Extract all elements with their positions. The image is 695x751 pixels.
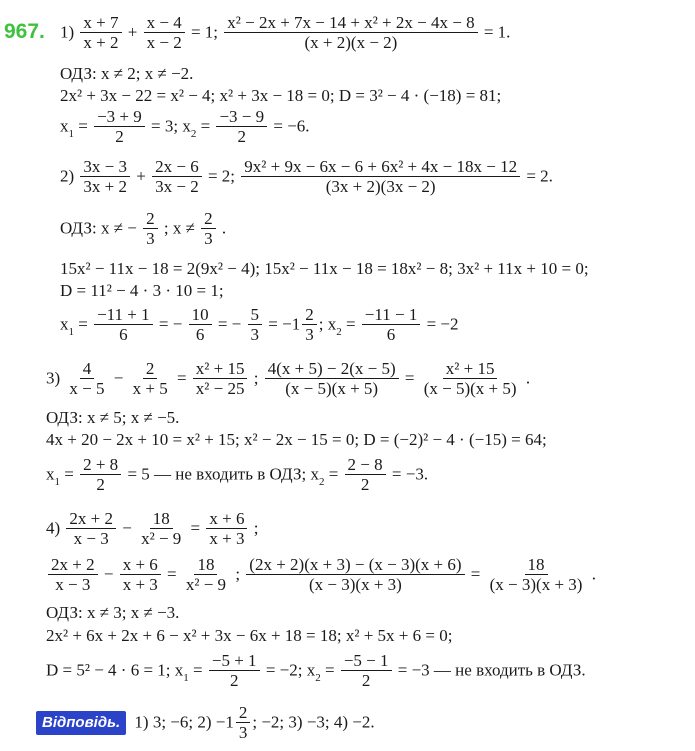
p2-line3: 15x² − 11x − 18 = 2(9x² − 4); 15x² − 11x − 18 = 18x² − 8; 3x² + 11x + 10 = 0;: [60, 259, 589, 278]
p4-roots: D = 5² − 4 · 6 = 1; $x_1$ = $\frac{-5 + 1}{2}$ = −2; $x_2$ = $\frac{-5 - 1}{2}$ = −3 — не входить в ОДЗ.: [46, 651, 586, 690]
p2-line4: D = 11² − 4 · 3 · 10 = 1;: [60, 281, 224, 300]
p1-equation: 1) $\frac{x + 7}{x + 2}$ + $\frac{x - 4}{x - 2}$ = 1; $\frac{\text{x² − 2x + 7x − 14 + x² + 2x − 4x − 8}}{(x + 2)(x - 2)}$ = 1.: [60, 13, 511, 52]
p2-odz: ОДЗ: x ≠ − $\frac{2}{3}$ ; x ≠ $\frac{2}{3}$ .: [60, 209, 227, 248]
p4-combined: $\frac{2x + 2}{x - 3}$ − $\frac{x + 6}{x + 3}$ = $\frac{18}{\text{x² − 9}}$ ; $\frac{(2x + 2)(x + 3) - (x - 3)(x + 6)}{(x - 3)(x + 3)}$ = $\frac{18}{(x - 3)(x + 3)}$ .: [46, 556, 596, 595]
p2-equation: 2) $\frac{3x - 3}{3x + 2}$ + $\frac{2x - 6}{3x - 2}$ = 2; $\frac{\text{9x² + 9x − 6x − 6 + 6x² + 4x − 18x − 12}}{(3x + 2)(3x - 2)}$ = 2.: [60, 157, 553, 196]
problem-number: 967.: [4, 20, 45, 43]
p1-odz: ОДЗ: x ≠ 2; x ≠ −2.: [60, 64, 194, 83]
p3-roots: $x_1$ = $\frac{2 + 8}{2}$ = 5 — не входить в ОДЗ; $x_2$ = $\frac{2 - 8}{2}$ = −3.: [46, 455, 429, 494]
answer-line: Відповідь. 1) 3; −6; 2) −1 $\frac{2}{3}$ ; −2; 3) −3; 4) −2.: [36, 704, 375, 743]
p4-equation: 4) $\frac{2x + 2}{x - 3}$ − $\frac{18}{\text{x² − 9}}$ = $\frac{x + 6}{x + 3}$ ;: [46, 509, 259, 548]
p4-odz: ОДЗ: x ≠ 3; x ≠ −3.: [46, 603, 180, 622]
p4-line4: 2x² + 6x + 2x + 6 − x² + 3x − 6x + 18 = 18; x² + 5x + 6 = 0;: [46, 626, 453, 645]
p3-odz: ОДЗ: x ≠ 5; x ≠ −5.: [46, 408, 180, 427]
p3-line3: 4x + 20 − 2x + 10 = x² + 15; x² − 2x − 15 = 0; D = (−2)² − 4 · (−15) = 64;: [46, 430, 547, 449]
p2-roots: $x_1$ = $\frac{-11 + 1}{6}$ = − $\frac{10}{6}$ = − $\frac{5}{3}$ = −1 $\frac{2}{3}$ ; $x_2$ = $\frac{-11 - 1}{6}$ = −2: [60, 305, 459, 344]
p1-line3: 2x² + 3x − 22 = x² − 4; x² + 3x − 18 = 0; D = 3² − 4 · (−18) = 81;: [60, 86, 502, 105]
answer-label: Відповідь.: [36, 711, 126, 735]
p3-equation: 3) $\frac{4}{x - 5}$ − $\frac{2}{x + 5}$ = $\frac{\text{x² + 15}}{\text{x² − 25}}$ ; $\frac{4(x + 5) - 2(x - 5)}{(x - 5)(x + 5)}$ = $\frac{\text{x² + 15}}{(x - 5)(x + 5)}$ .: [46, 359, 531, 398]
p1-roots: $x_1$ = $\frac{-3 + 9}{2}$ = 3; $x_2$ = $\frac{-3 - 9}{2}$ = −6.: [60, 107, 310, 146]
